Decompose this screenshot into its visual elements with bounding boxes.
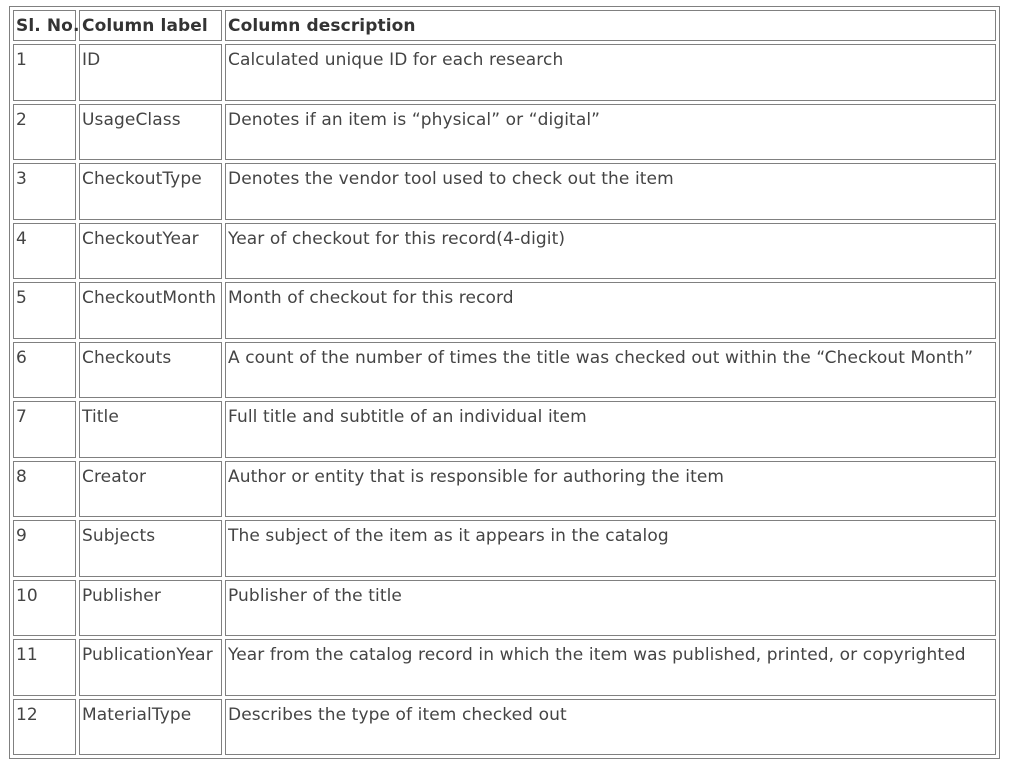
table-row — [13, 282, 996, 339]
cell-column-description: The subject of the item as it appears in the catalog — [225, 520, 996, 577]
cell-column-label: Creator — [79, 461, 222, 518]
cell-column-description: Describes the type of item checked out — [225, 699, 996, 756]
cell-column-label: MaterialType — [79, 699, 222, 756]
cell-column-label: Checkouts — [79, 342, 222, 399]
cell-column-label: Publisher — [79, 580, 222, 637]
column-description-table — [9, 6, 1000, 759]
table-row — [13, 44, 996, 101]
cell-sl-no: 2 — [13, 104, 76, 161]
cell-column-label: PublicationYear — [79, 639, 222, 696]
cell-column-label: CheckoutType — [79, 163, 222, 220]
cell-sl-no: 7 — [13, 401, 76, 458]
table-row — [13, 104, 996, 161]
cell-sl-no: 3 — [13, 163, 76, 220]
cell-column-label: Subjects — [79, 520, 222, 577]
cell-sl-no: 10 — [13, 580, 76, 637]
cell-sl-no: 4 — [13, 223, 76, 280]
cell-sl-no: 6 — [13, 342, 76, 399]
header-column-description: Column description — [225, 10, 996, 41]
table-row — [13, 580, 996, 637]
cell-column-label: ID — [79, 44, 222, 101]
cell-sl-no: 1 — [13, 44, 76, 101]
table-row — [13, 163, 996, 220]
cell-column-description: Author or entity that is responsible for authoring the item — [225, 461, 996, 518]
cell-sl-no: 9 — [13, 520, 76, 577]
table-row — [13, 639, 996, 696]
data-table — [10, 7, 999, 758]
cell-column-description: Denotes if an item is “physical” or “digital” — [225, 104, 996, 161]
cell-sl-no: 11 — [13, 639, 76, 696]
cell-column-description: Year from the catalog record in which the item was published, printed, or copyrighted — [225, 639, 996, 696]
table-row — [13, 223, 996, 280]
cell-column-label: CheckoutYear — [79, 223, 222, 280]
cell-column-description: Calculated unique ID for each research — [225, 44, 996, 101]
cell-column-description: Year of checkout for this record(4-digit) — [225, 223, 996, 280]
cell-column-description: Full title and subtitle of an individual item — [225, 401, 996, 458]
table-header-row — [13, 10, 996, 41]
cell-column-label: CheckoutMonth — [79, 282, 222, 339]
cell-column-description: Denotes the vendor tool used to check out the item — [225, 163, 996, 220]
cell-sl-no: 5 — [13, 282, 76, 339]
cell-sl-no: 12 — [13, 699, 76, 756]
table-row — [13, 520, 996, 577]
cell-column-label: Title — [79, 401, 222, 458]
table-row — [13, 461, 996, 518]
table-row — [13, 699, 996, 756]
header-column-label: Column label — [79, 10, 222, 41]
cell-column-description: A count of the number of times the title was checked out within the “Checkout Month” — [225, 342, 996, 399]
table-row — [13, 342, 996, 399]
header-sl-no: Sl. No. — [13, 10, 76, 41]
table-row — [13, 401, 996, 458]
cell-column-description: Month of checkout for this record — [225, 282, 996, 339]
cell-column-description: Publisher of the title — [225, 580, 996, 637]
cell-column-label: UsageClass — [79, 104, 222, 161]
cell-sl-no: 8 — [13, 461, 76, 518]
